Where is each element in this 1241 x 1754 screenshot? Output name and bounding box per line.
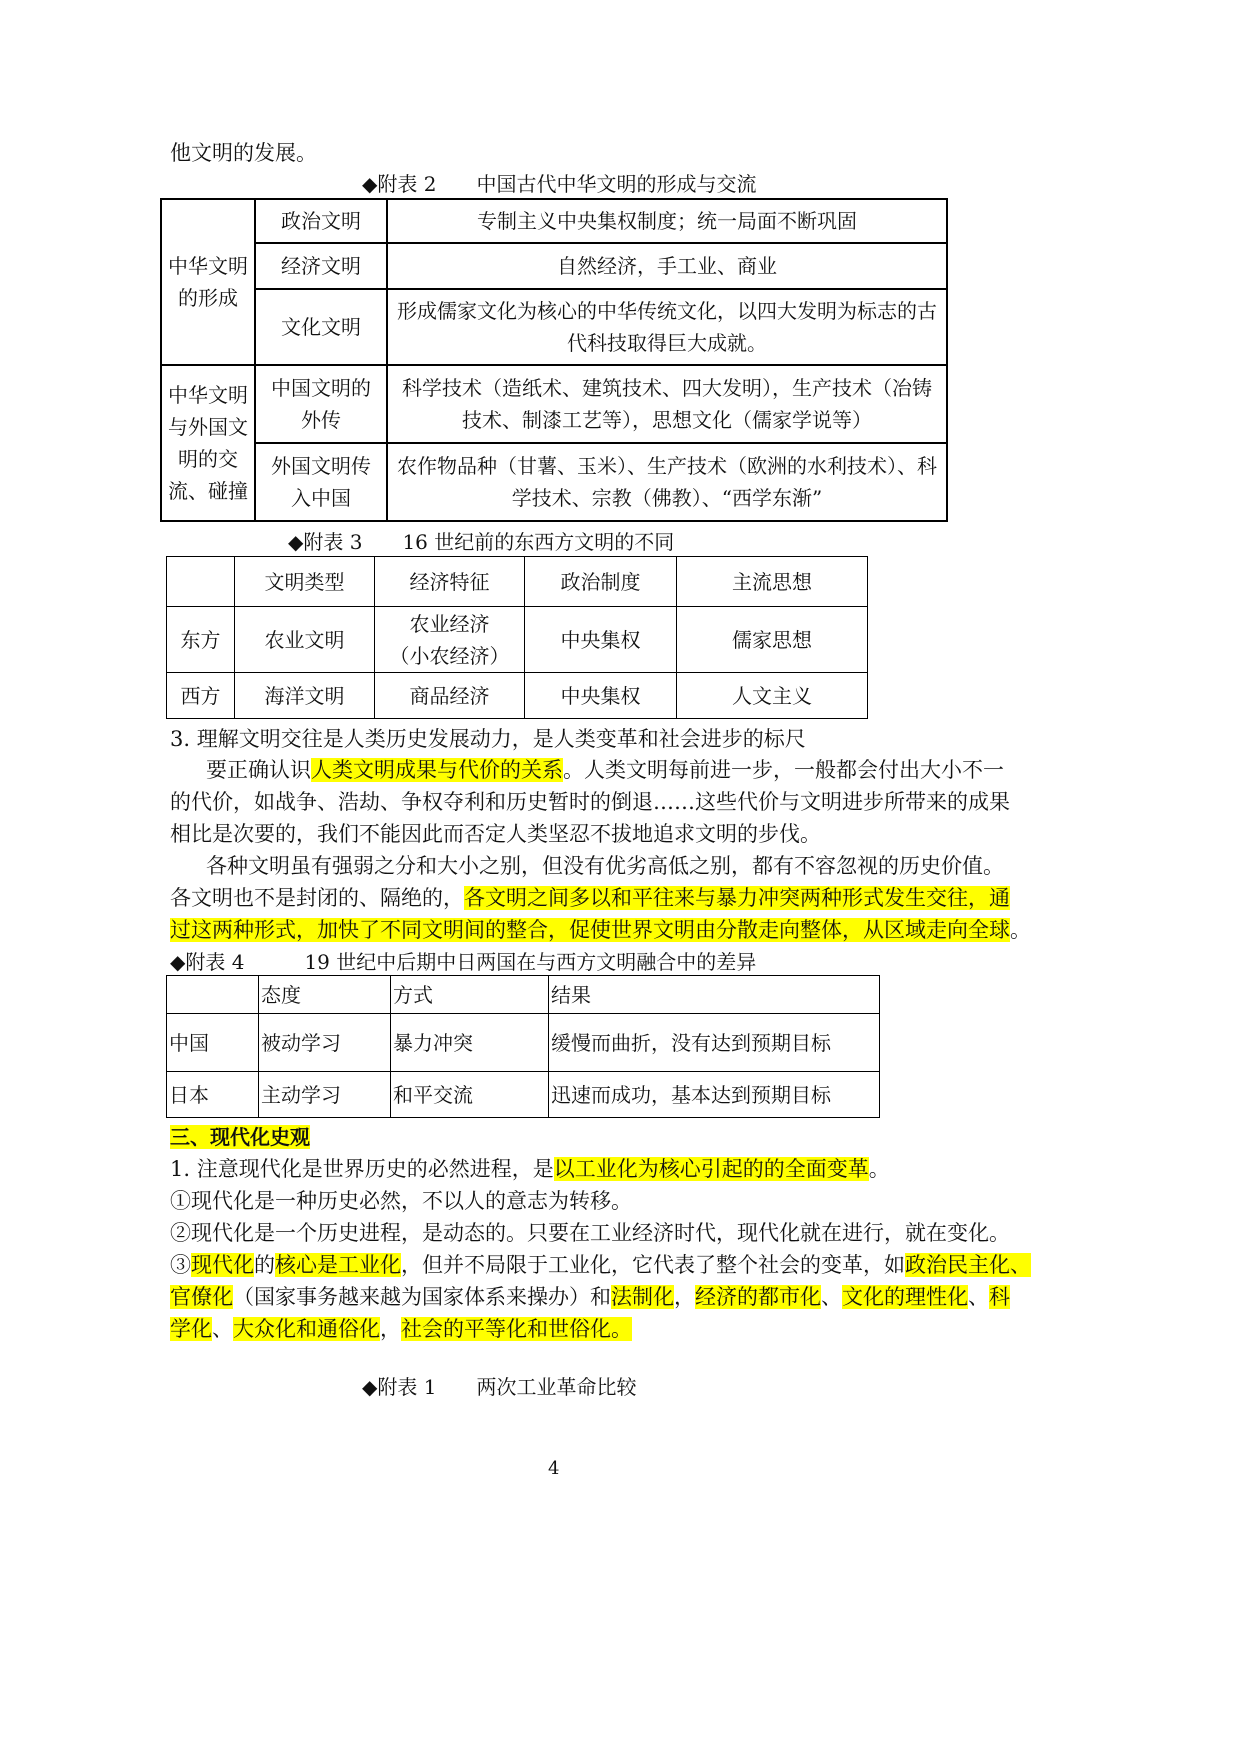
table2 [160,198,948,522]
table2-cell: 农作物品种（甘薯、玉米）、生产技术（欧洲的水利技术）、科学技术、宗教（佛教）、“西学东渐” [387,443,947,521]
text: 的 [254,1253,275,1277]
table4-cell: 日本 [167,1072,259,1118]
table3-header: 经济特征 [375,557,525,607]
text: （国家事务越来越为国家体系来操办）和 [233,1285,611,1309]
text: ③ [170,1253,191,1277]
table4 [166,975,880,1118]
paragraph-line [206,753,1004,787]
text: 、 [821,1285,842,1309]
table2-group-formation: 中华文明的形成 [161,199,255,365]
table4-cell: 主动学习 [259,1072,391,1118]
section-heading [170,1120,310,1154]
table3-cell-line: 农业经济 [409,611,490,636]
highlight: 法制化 [611,1285,674,1309]
highlight: 学化 [170,1317,212,1341]
paragraph-line: 各种文明虽有强弱之分和大小之别，但没有优劣高低之别，都有不容忽视的历史价值。 [206,854,1004,878]
table3-cell: 海洋文明 [235,673,375,719]
section3-title: 3. 理解文明交往是人类历史发展动力，是人类变革和社会进步的标尺 [170,727,806,751]
highlight: 经济的都市化 [695,1285,821,1309]
highlight: 政治民主化、 [905,1253,1031,1277]
table3-cell: 农业文明 [235,607,375,673]
paragraph-line [170,881,1010,915]
paragraph-line [170,913,1031,947]
highlight: 过这两种形式，加快了不同文明间的整合，促使世界文明由分散走向整体，从区域走向全球 [170,918,1010,942]
table3-cell-line: （小农经济） [389,643,510,668]
highlight: 各文明之间多以和平往来与暴力冲突两种形式发生交往，通 [464,886,1010,910]
table4-header [167,976,259,1014]
table4-header: 结果 [549,976,880,1014]
table4-cell: 迅速而成功，基本达到预期目标 [549,1072,880,1118]
table2-cell: 中国文明的外传 [255,365,387,443]
paragraph-line [170,1152,890,1186]
table2-caption: ◆附表 2 中国古代中华文明的形成与交流 [362,172,757,196]
table3 [166,556,868,719]
highlight: 人类文明成果与代价的关系 [311,758,563,782]
table1-caption: ◆附表 1 两次工业革命比较 [362,1375,637,1399]
table3-header: 政治制度 [525,557,677,607]
highlight: 官僚化 [170,1285,233,1309]
table3-caption: ◆附表 3 16 世纪前的东西方文明的不同 [288,530,675,554]
table4-cell: 缓慢而曲折，没有达到预期目标 [549,1014,880,1072]
table4-cell: 和平交流 [391,1072,549,1118]
table3-header [167,557,235,607]
highlight: 社会的平等化和世俗化。 [401,1317,632,1341]
table4-header: 方式 [391,976,549,1014]
table2-cell: 形成儒家文化为核心的中华传统文化，以四大发明为标志的古代科技取得巨大成就。 [387,289,947,365]
text: 、 [968,1285,989,1309]
paragraph-line [170,1280,1010,1314]
text: 。 [868,1157,890,1181]
table4-cell: 中国 [167,1014,259,1072]
table3-cell: 商品经济 [375,673,525,719]
text: 。 [1010,918,1031,942]
table2-cell: 专制主义中央集权制度；统一局面不断巩固 [387,199,947,243]
table3-cell: 中央集权 [525,673,677,719]
table2-cell: 政治文明 [255,199,387,243]
page-number: 4 [548,1458,560,1479]
text: 要正确认识 [206,758,311,782]
table3-cell [375,607,525,673]
highlight: 文化的理性化 [842,1285,968,1309]
paragraph-line: 相比是次要的，我们不能因此而否定人类坚忍不拔地追求文明的步伐。 [170,822,821,846]
table4-cell: 暴力冲突 [391,1014,549,1072]
table2-cell: 科学技术（造纸术、建筑技术、四大发明），生产技术（冶铸技术、制漆工艺等），思想文化（儒家学说等） [387,365,947,443]
table2-cell: 自然经济，手工业、商业 [387,243,947,289]
table2-cell: 外国文明传入中国 [255,443,387,521]
text: 、 [212,1317,233,1341]
table4-header: 态度 [259,976,391,1014]
paragraph-line [170,1248,1031,1282]
table3-cell: 东方 [167,607,235,673]
table3-cell: 人文主义 [677,673,868,719]
text: ， [674,1285,695,1309]
paragraph-line: 的代价，如战争、浩劫、争权夺利和历史暂时的倒退……这些代价与文明进步所带来的成果 [170,790,1010,814]
table3-cell: 中央集权 [525,607,677,673]
table4-cell: 被动学习 [259,1014,391,1072]
text: ，但并不局限于工业化，它代表了整个社会的变革，如 [401,1253,905,1277]
text: 1. 注意现代化是世界历史的必然进程，是 [170,1157,554,1181]
paragraph-line [170,1312,632,1346]
table4-caption: ◆附表 4 19 世纪中后期中日两国在与西方文明融合中的差异 [170,950,757,974]
intro-line: 他文明的发展。 [170,141,317,165]
paragraph-line: ②现代化是一个历史进程，是动态的。只要在工业经济时代，现代化就在进行，就在变化。 [170,1221,1010,1245]
text: ， [380,1317,401,1341]
table2-group-exchange: 中华文明与外国文明的交流、碰撞 [161,365,255,521]
highlight: 以工业化为核心引起的的全面变革 [553,1157,869,1181]
highlight: 核心是工业化 [275,1253,401,1277]
table3-header: 主流思想 [677,557,868,607]
highlight: 科 [989,1285,1010,1309]
highlight: 大众化和通俗化 [233,1317,380,1341]
paragraph-line: ①现代化是一种历史必然，不以人的意志为转移。 [170,1189,632,1213]
table2-cell: 经济文明 [255,243,387,289]
table2-cell: 文化文明 [255,289,387,365]
table3-cell: 儒家思想 [677,607,868,673]
text: 。人类文明每前进一步，一般都会付出大小不一 [563,758,1004,782]
table3-header: 文明类型 [235,557,375,607]
text: 各文明也不是封闭的、隔绝的， [170,886,464,910]
table3-cell: 西方 [167,673,235,719]
highlight: 三、现代化史观 [170,1125,310,1149]
highlight: 现代化 [191,1253,254,1277]
